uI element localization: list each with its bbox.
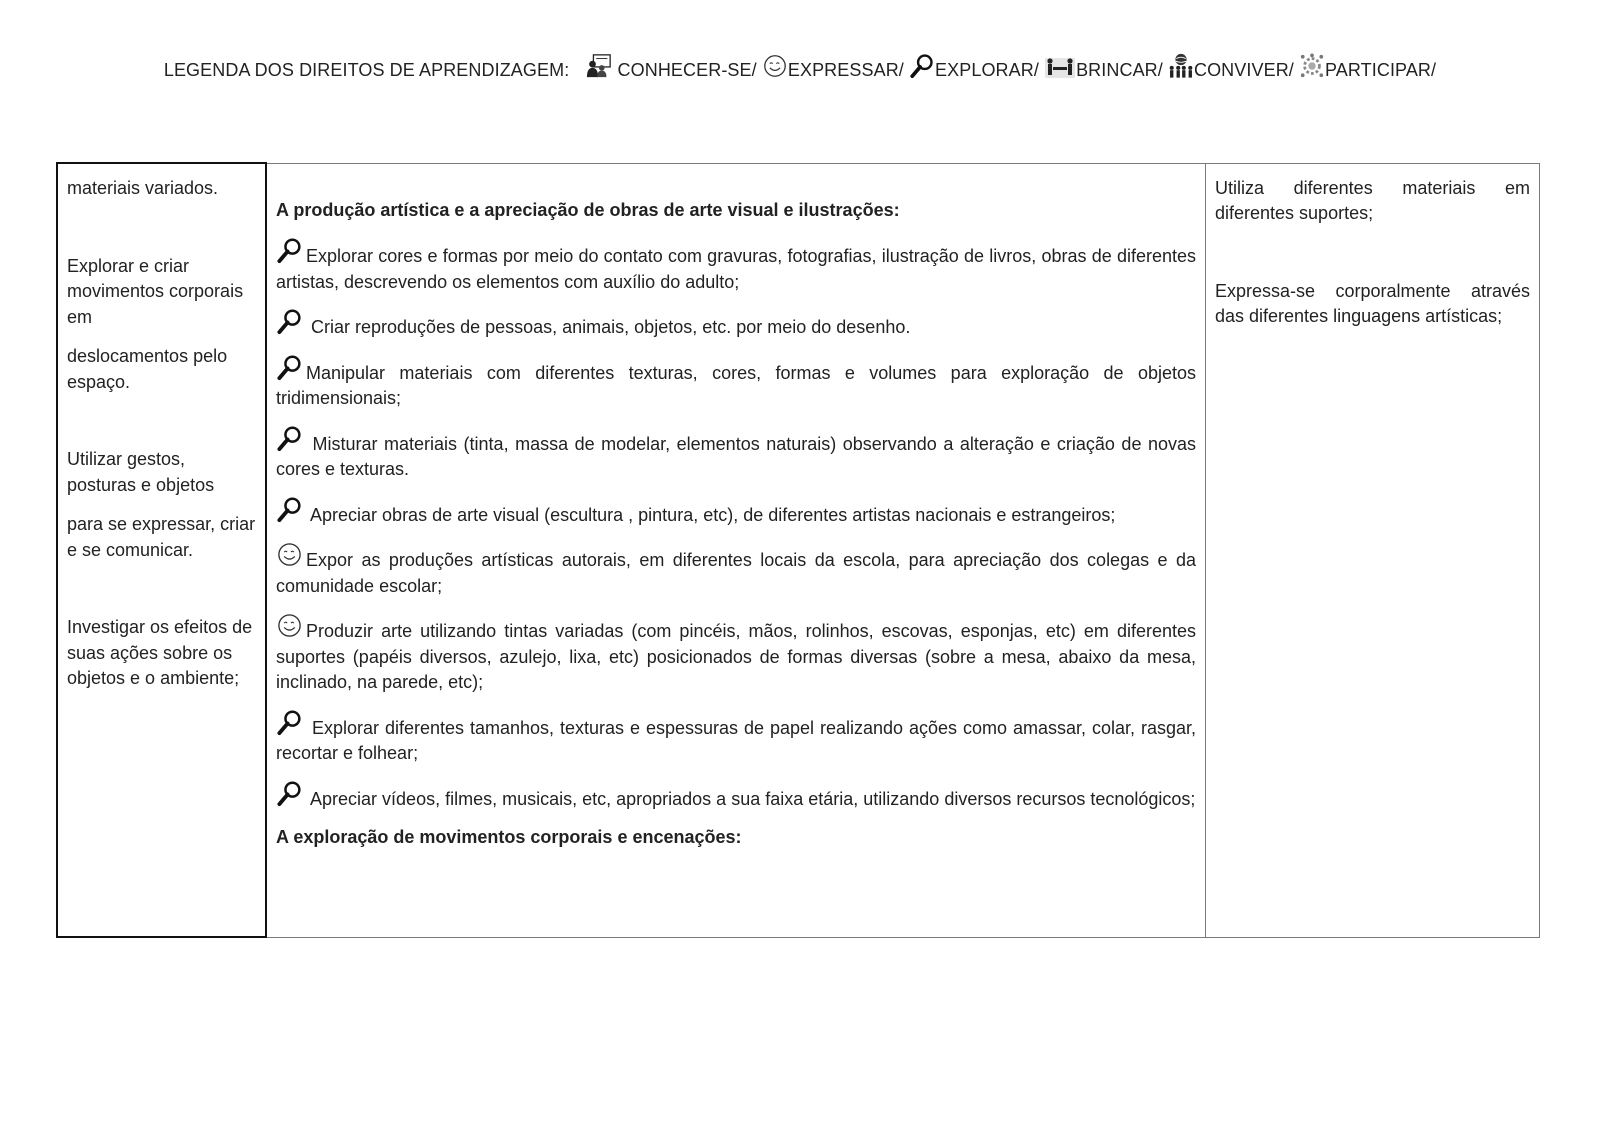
activity-item [276,237,1196,295]
objective-text: materiais variados. [67,178,219,198]
legend-bar [0,52,1600,81]
magnifier-icon [276,354,303,381]
objectives-column [57,163,266,937]
section-title: A produção artística e a apreciação de obras de arte visual e ilustrações: [276,199,900,220]
activity-item [276,612,1196,696]
objective-text: Investigar os efeitos de suas ações sobre os objetos e o ambiente; [67,617,253,688]
legend-item-participar [1299,52,1436,81]
activity-item [276,780,1196,813]
activity-text: Explorar diferentes tamanhos, texturas e espessuras de papel realizando ações como amassar, colar, rasgar, recortar e folhear; [276,717,1196,763]
legend-item-expressar [762,52,904,81]
activity-text: Criar reproduções de pessoas, animais, objetos, etc. por meio do desenho. [311,317,911,337]
play-table-icon [1044,52,1076,80]
globe-people-icon [1168,52,1194,80]
smiley-icon [762,52,788,80]
section-title: A exploração de movimentos corporais e encenações: [276,827,742,847]
magnifier-icon [276,308,303,335]
legend-item-conhecer-se [586,52,756,81]
magnifier-icon [276,496,303,523]
magnifier-icon [276,780,303,807]
activity-text: Explorar cores e formas por meio do contato com gravuras, fotografias, ilustração de livros, obras de diferentes artistas, descrevendo os elementos com auxílio do adulto; [276,246,1196,292]
legend-label: CONHECER-SE/ [617,60,757,80]
people-board-icon [586,52,612,80]
legend-label: BRINCAR/ [1076,60,1163,80]
smiley-icon [276,612,303,639]
activity-item [276,496,1196,529]
activity-item [276,425,1196,483]
activity-text: Misturar materiais (tinta, massa de modelar, elementos naturais) observando a alteração e criação de novas cores e texturas. [276,433,1196,479]
objective-text: Explorar e criar movimentos corporais em [67,255,244,327]
legend-item-conviver [1168,52,1294,81]
assessment-column [1206,163,1540,937]
legend-item-explorar [909,52,1039,81]
activity-item [276,308,1196,341]
assessment-text: Expressa-se corporalmente através das diferentes linguagens artísticas; [1215,280,1530,326]
legend-label: EXPRESSAR/ [787,60,904,80]
magnifier-icon [276,237,303,264]
curriculum-table [56,162,1540,938]
table-row [57,163,1540,937]
activity-text: Expor as produções artísticas autorais, em diferentes locais da escola, para apreciação dos colegas e da comunidade escolar; [276,550,1196,596]
objective-text: Utilizar gestos, posturas e objetos [67,449,215,495]
objective-text: para se expressar, criar e se comunicar. [67,514,256,560]
magnifier-icon [276,709,303,736]
activity-text: Apreciar obras de arte visual (escultura , pintura, etc), de diferentes artistas nacionais e estrangeiros; [310,504,1116,525]
legend-title: LEGENDA DOS DIREITOS DE APRENDIZAGEM: [163,60,570,80]
objective-text: deslocamentos pelo espaço. [67,346,228,392]
smiley-icon [276,541,303,568]
gear-people-icon [1299,52,1325,80]
activity-item [276,541,1196,599]
legend-label: EXPLORAR/ [935,60,1039,80]
legend-label: PARTICIPAR/ [1325,60,1437,80]
magnifier-icon [909,52,935,80]
magnifier-icon [276,425,303,452]
activity-text: Produzir arte utilizando tintas variadas (com pincéis, mãos, rolinhos, escovas, esponjas, etc) em diferentes suportes (papéis diversos, azulejo, lixa, etc) posicionados de formas diversas (sobre a mesa, abaixo da mesa, inclinado, na parede, etc); [276,621,1196,692]
assessment-text: Utiliza diferentes materiais em diferentes suportes; [1215,177,1530,223]
legend-item-brincar [1044,52,1163,81]
activity-item [276,354,1196,412]
activity-text: Manipular materiais com diferentes texturas, cores, formas e volumes para exploração de objetos tridimensionais; [276,362,1196,408]
activity-item [276,709,1196,767]
activities-column [266,163,1206,937]
activity-text: Apreciar vídeos, filmes, musicais, etc, apropriados a sua faixa etária, utilizando diversos recursos tecnológicos; [310,788,1196,809]
legend-label: CONVIVER/ [1193,60,1294,80]
